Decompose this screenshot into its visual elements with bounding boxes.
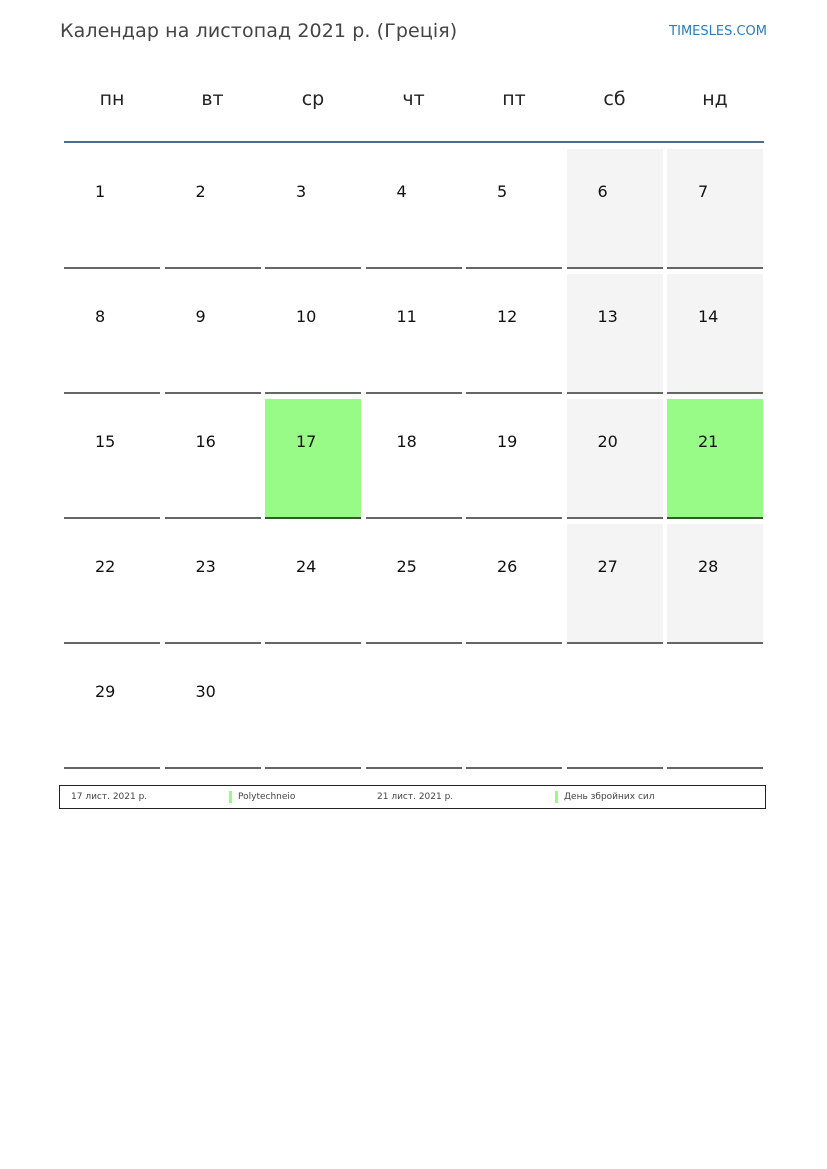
day-number: 7	[698, 182, 709, 201]
day-number: 4	[396, 182, 407, 201]
weekday-header-row	[64, 88, 764, 120]
day-number: 29	[95, 682, 116, 701]
day-cell	[466, 399, 562, 519]
day-cell	[165, 524, 261, 644]
weekday-sunday: нд	[702, 88, 728, 110]
day-number: 5	[497, 182, 508, 201]
day-cell	[366, 399, 462, 519]
holiday-date: 17 лист. 2021 р.	[71, 792, 148, 802]
page-title: Календар на листопад 2021 р. (Греція)	[60, 20, 458, 42]
day-cell	[667, 399, 763, 519]
day-cell	[667, 149, 763, 269]
day-cell	[366, 149, 462, 269]
day-number: 27	[597, 557, 618, 576]
day-number: 26	[497, 557, 518, 576]
day-number: 24	[296, 557, 317, 576]
day-number: 6	[597, 182, 608, 201]
day-number: 28	[698, 557, 719, 576]
empty-day-cell	[567, 649, 663, 769]
day-cell	[64, 149, 160, 269]
day-cell	[466, 149, 562, 269]
day-number: 16	[195, 432, 216, 451]
day-cell	[466, 524, 562, 644]
day-number: 13	[597, 307, 618, 326]
holiday-color-marker	[229, 791, 232, 803]
day-number: 14	[698, 307, 719, 326]
day-cell	[64, 649, 160, 769]
holiday-name: Polytechneio	[238, 792, 296, 802]
day-cell	[165, 274, 261, 394]
empty-day-cell	[265, 649, 361, 769]
day-cell	[64, 399, 160, 519]
empty-day-cell	[366, 649, 462, 769]
day-cell	[265, 399, 361, 519]
day-number: 3	[296, 182, 307, 201]
day-number: 18	[396, 432, 417, 451]
day-number: 19	[497, 432, 518, 451]
day-number: 12	[497, 307, 518, 326]
day-number: 8	[95, 307, 106, 326]
empty-day-cell	[667, 649, 763, 769]
day-number: 10	[296, 307, 317, 326]
weekday-thursday: чт	[402, 88, 425, 110]
day-cell	[667, 274, 763, 394]
day-cell	[165, 149, 261, 269]
empty-day-cell	[466, 649, 562, 769]
day-cell	[64, 524, 160, 644]
day-cell	[165, 649, 261, 769]
day-number: 20	[597, 432, 618, 451]
day-number: 23	[195, 557, 216, 576]
day-number: 21	[698, 432, 719, 451]
day-cell	[265, 524, 361, 644]
day-number: 11	[396, 307, 417, 326]
day-number: 15	[95, 432, 116, 451]
holiday-date: 21 лист. 2021 р.	[377, 792, 454, 802]
calendar-grid	[64, 149, 764, 774]
day-number: 17	[296, 432, 317, 451]
day-number: 22	[95, 557, 116, 576]
holiday-legend	[59, 785, 766, 809]
weekday-friday: пт	[502, 88, 526, 110]
weekday-tuesday: вт	[201, 88, 224, 110]
day-cell	[567, 274, 663, 394]
day-number: 9	[195, 307, 206, 326]
day-cell	[667, 524, 763, 644]
day-cell	[567, 524, 663, 644]
holiday-name: День збройних сил	[564, 792, 655, 802]
weekday-wednesday: ср	[301, 88, 325, 110]
day-number: 2	[195, 182, 206, 201]
day-number: 25	[396, 557, 417, 576]
day-cell	[567, 149, 663, 269]
day-cell	[64, 274, 160, 394]
day-cell	[165, 399, 261, 519]
site-link[interactable]: TIMESLES.COM	[669, 24, 767, 39]
day-cell	[366, 524, 462, 644]
day-cell	[265, 274, 361, 394]
holiday-color-marker	[555, 791, 558, 803]
day-cell	[466, 274, 562, 394]
day-number: 30	[195, 682, 216, 701]
day-cell	[366, 274, 462, 394]
weekday-monday: пн	[99, 88, 125, 110]
header-divider	[64, 141, 764, 143]
day-cell	[567, 399, 663, 519]
day-number: 1	[95, 182, 106, 201]
weekday-saturday: сб	[603, 88, 626, 110]
day-cell	[265, 149, 361, 269]
